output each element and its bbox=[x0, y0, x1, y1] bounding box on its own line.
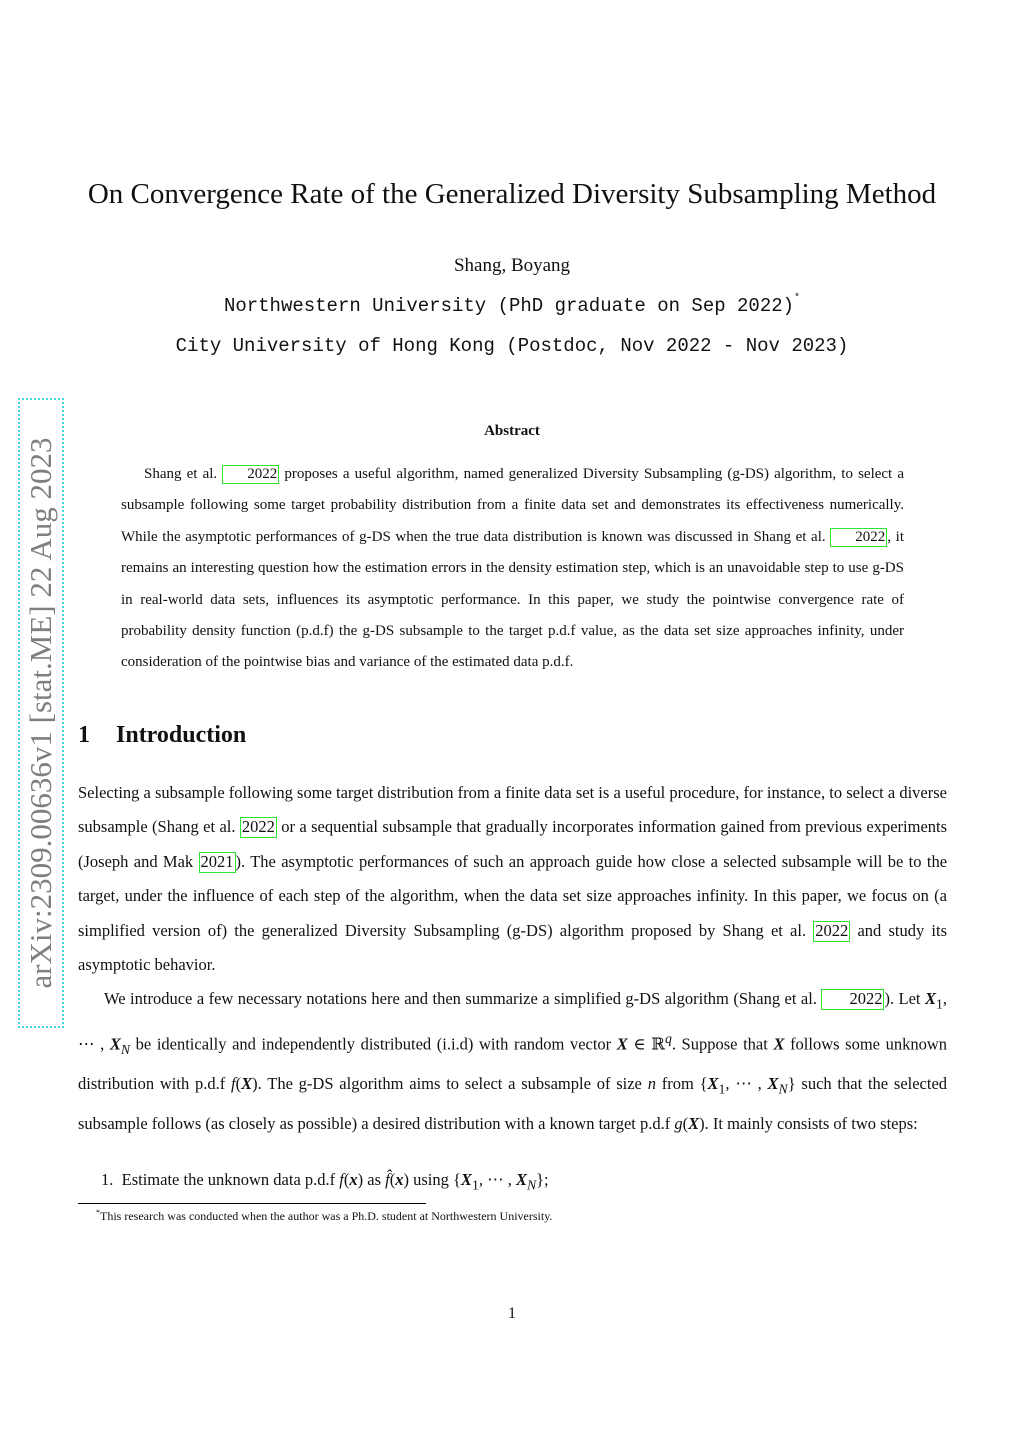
citation-link[interactable]: 2022 bbox=[815, 920, 849, 940]
citation-link[interactable]: 2021 bbox=[200, 851, 234, 871]
footnote: *This research was conducted when the author was a Ph.D. student at Northwestern University. bbox=[96, 1208, 553, 1223]
citation-link[interactable]: 2022 bbox=[830, 528, 887, 547]
author-name: Shang, Boyang bbox=[453, 255, 571, 276]
affiliation-footnote-mark: * bbox=[794, 293, 801, 304]
footnote-rule bbox=[78, 1203, 426, 1204]
list-item: 1. Estimate the unknown data p.d.f f(x) as f̂(x) using {$X_1$, ⋯ , $X_N$}; bbox=[101, 1170, 549, 1193]
paragraph-1: Selecting a subsample following some target distribution from a finite data set is a useful procedure, for instance, to select a diverse subsample (Shang et al. 2022 or a sequential subsample that gradually incorporates information gained from previous experiments (Joseph and Mak 2021 ). The asymptotic performances of such an approach guide how close a selected subsample will be to the target, under the influence of each step of the algorithm, when the data set size approaches infinity. In this paper, we focus on (a simplified version of) the generalized Diversity Subsampling (g-DS) algorithm proposed by Shang et al. 2022 and study its asymptotic behavior. bbox=[78, 783, 948, 975]
citation-link[interactable]: 2022 bbox=[222, 465, 279, 484]
page-number: 1 bbox=[508, 1305, 516, 1322]
citation-link[interactable]: 2022 bbox=[241, 817, 275, 837]
abstract-heading: Abstract bbox=[484, 423, 540, 439]
arxiv-stamp-text: arXiv:2309.00636v1 [stat.ME] 22 Aug 2023 bbox=[23, 437, 58, 989]
paper-title: On Convergence Rate of the Generalized Diversity Subsampling Method bbox=[87, 178, 937, 210]
section-heading: 1 Introduction bbox=[78, 722, 247, 748]
citation-link[interactable]: 2022 bbox=[821, 989, 884, 1010]
paragraph-2: We introduce a few necessary notations here and then summarize a simplified g-DS algorithm (Shang et al. 2022 ). Let $X_1$, ⋯ , $X_N$ be identically and independently distributed (i.i.d) with random vector X ∈ ℝ$^q$. Suppose that X follows some unknown distribution with p.d.f f(X). The g-DS algorithm aims to select a subsample of size n from {$X_1$, ⋯ , $X_N$} such that the selected subsample follows (as closely as possible) a desired distribution with a known target p.d.f g(X). It mainly consists of two steps: bbox=[78, 989, 948, 1133]
affiliation-2: City University of Hong Kong (Postdoc, Nov 2022 - Nov 2023) bbox=[175, 335, 849, 357]
affiliation-1: Northwestern University (PhD graduate on Sep 2022)* bbox=[223, 293, 801, 317]
abstract-body: Shang et al. 2022 proposes a useful algorithm, named generalized Diversity Subsampling (g-DS) algorithm, to select a subsample following some target probability distribution from a finite data set and demonstrates its effectiveness numerically. While the asymptotic performances of g-DS when the true data distribution is known was discussed in Shang et al. 2022 , it remains an interesting question how the estimation errors in the density estimation step, which is an unavoidable step to use g-DS in real-world data sets, influences its asymptotic performance. In this paper, we study the pointwise convergence rate of probability density function (p.d.f) the g-DS subsample to the target p.d.f value, as the data set size approaches infinity, under consideration of the pointwise bias and variance of the estimated data p.d.f. bbox=[121, 466, 905, 671]
